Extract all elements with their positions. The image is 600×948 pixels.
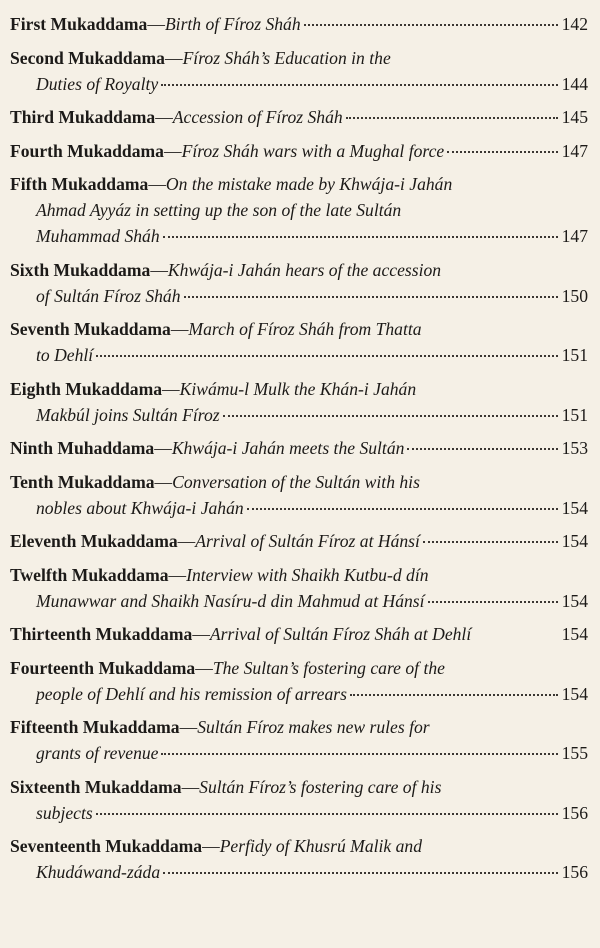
entry-description: Ahmad Ayyáz in setting up the son of the late Sultán (36, 200, 402, 220)
entry-description: Sultán Fíroz makes new rules for (197, 717, 430, 737)
entry-description: Khwája-i Jahán hears of the accession (167, 259, 442, 280)
page-number: 142 (561, 14, 588, 34)
entry-description: Perfidy of Khusrú Malik and (219, 836, 422, 856)
toc-entry-line (10, 714, 588, 740)
em-dash: — (164, 47, 183, 68)
entry-description: Kiwámu-l Mulk the Khán-i Jahán (179, 378, 417, 399)
toc-entry (10, 171, 588, 249)
page-number: 144 (561, 73, 588, 94)
page-number: 154 (561, 531, 588, 551)
toc-entry-line (10, 681, 588, 707)
toc-entry-line (10, 800, 588, 826)
entry-heading: Ninth Muhaddama (10, 438, 155, 458)
dot-leader (350, 694, 558, 696)
page-number: 156 (561, 862, 588, 882)
entry-gap (10, 97, 588, 105)
em-dash: — (202, 836, 220, 856)
dot-leader (428, 601, 558, 603)
page-number: 147 (561, 140, 588, 161)
toc-entry (10, 562, 588, 614)
toc-entry-line (10, 104, 588, 130)
toc-entry (10, 138, 588, 164)
entry-gap (10, 309, 588, 317)
em-dash: — (170, 319, 189, 339)
em-dash: — (168, 564, 187, 585)
dot-leader (161, 753, 557, 755)
toc-entry (10, 376, 588, 428)
dot-leader (161, 84, 557, 86)
entry-heading: Twelfth Mukaddama (10, 564, 169, 585)
entry-gap (10, 164, 588, 172)
entry-description: Accession of Fíroz Sháh (172, 107, 343, 127)
entry-description: Fíroz Sháh’s Education in the (182, 47, 391, 68)
toc-entry-line (10, 376, 588, 402)
toc-entry (10, 469, 588, 521)
dot-leader (223, 415, 558, 417)
entry-heading: Eleventh Mukaddama (10, 531, 178, 551)
entry-heading: First Mukaddama (10, 14, 148, 34)
entry-gap (10, 766, 588, 774)
page-number: 155 (561, 743, 588, 763)
toc-entry (10, 774, 588, 826)
toc-entry-line (10, 588, 588, 614)
dot-leader (247, 508, 558, 510)
entry-heading: Eighth Mukaddama (10, 378, 163, 399)
entry-description: Arrival of Sultán Fíroz Sháh at Dehlí (209, 624, 472, 644)
toc-entry (10, 528, 588, 554)
entry-heading: Sixth Mukaddama (10, 259, 151, 280)
entry-description: nobles about Khwája-i Jahán (36, 497, 244, 518)
entry-description: March of Fíroz Sháh from Thatta (188, 319, 422, 339)
entry-description: Muhammad Sháh (36, 226, 160, 246)
toc-entry-line (10, 562, 588, 588)
entry-gap (10, 614, 588, 622)
entry-gap (10, 826, 588, 834)
entry-gap (10, 249, 588, 257)
toc-entry (10, 45, 588, 97)
entry-heading: Fifteenth Mukaddama (10, 717, 180, 737)
em-dash: — (163, 140, 182, 161)
toc-entry-line (10, 316, 588, 342)
dot-leader (163, 872, 557, 874)
entry-heading: Second Mukaddama (10, 47, 165, 68)
entry-heading: Seventeenth Mukaddama (10, 836, 203, 856)
entry-description: The Sultan’s fostering care of the (212, 657, 445, 678)
toc-entry-line (10, 342, 588, 368)
toc-entry (10, 257, 588, 309)
toc-entry-line (10, 197, 588, 223)
entry-heading: Tenth Mukaddama (10, 471, 155, 492)
toc-entry (10, 655, 588, 707)
entry-description: Conversation of the Sultán with his (172, 471, 420, 492)
entry-description: of Sultán Fíroz Sháh (36, 285, 181, 306)
entry-description: Arrival of Sultán Fíroz at Hánsí (195, 531, 420, 551)
em-dash: — (179, 717, 198, 737)
entry-heading: Fourth Mukaddama (10, 140, 164, 161)
toc-entry-line (10, 774, 588, 800)
em-dash: — (162, 378, 180, 399)
dot-leader (304, 24, 558, 26)
toc-entry-line (10, 11, 588, 37)
toc-entry-line (10, 171, 588, 197)
toc-entry (10, 435, 588, 461)
entry-description: Makbúl joins Sultán Fíroz (36, 404, 220, 425)
dot-leader (184, 296, 558, 298)
toc-entry-line (10, 45, 588, 71)
em-dash: — (195, 657, 213, 678)
entry-description: subjects (36, 802, 93, 823)
toc-entry-line (10, 71, 588, 97)
page-number: 147 (561, 226, 588, 246)
page-number: 154 (561, 590, 588, 611)
em-dash: — (181, 776, 200, 797)
toc-entry-line (10, 740, 588, 766)
entry-description: Khwája-i Jahán meets the Sultán (171, 438, 405, 458)
toc-entry (10, 316, 588, 368)
page-number: 153 (561, 438, 588, 458)
toc-entry-line (10, 655, 588, 681)
toc-entry-line (10, 528, 588, 554)
toc-entry-line (10, 859, 588, 885)
dot-leader (346, 117, 558, 119)
page-number: 154 (561, 683, 588, 704)
entry-gap (10, 647, 588, 655)
em-dash: — (154, 438, 172, 458)
entry-description: Interview with Shaikh Kutbu-d dín (186, 564, 429, 585)
em-dash: — (155, 107, 173, 127)
toc-entry-line (10, 469, 588, 495)
entry-heading: Fourteenth Mukaddama (10, 657, 196, 678)
page-number: 156 (561, 802, 588, 823)
entry-gap (10, 461, 588, 469)
toc-entry-line (10, 621, 588, 647)
toc-entry-line (10, 138, 588, 164)
dot-leader (96, 355, 557, 357)
entry-description: Fíroz Sháh wars with a Mughal force (181, 140, 445, 161)
toc-entry (10, 11, 588, 37)
entry-gap (10, 521, 588, 529)
toc-entry-line (10, 223, 588, 249)
entry-gap (10, 37, 588, 45)
entry-heading: Seventh Mukaddama (10, 319, 171, 339)
em-dash: — (192, 624, 210, 644)
em-dash: — (148, 174, 166, 194)
toc-entry-line (10, 435, 588, 461)
toc-entry-line (10, 833, 588, 859)
entry-description: to Dehlí (36, 345, 94, 365)
dot-leader (447, 151, 557, 153)
entry-heading: Sixteenth Mukaddama (10, 776, 182, 797)
toc-entry-line (10, 402, 588, 428)
entry-gap (10, 368, 588, 376)
entry-heading: Third Mukaddama (10, 107, 156, 127)
dot-leader (163, 236, 558, 238)
entry-description: Munawwar and Shaikh Nasíru-d din Mahmud at Hánsí (36, 590, 425, 611)
em-dash: — (177, 531, 196, 551)
dot-leader (423, 541, 558, 543)
toc-entry-line (10, 257, 588, 283)
entry-description: Sultán Fíroz’s fostering care of his (199, 776, 442, 797)
toc-entry (10, 621, 588, 647)
entry-description: On the mistake made by Khwája-i Jahán (165, 174, 453, 194)
toc-entry (10, 714, 588, 766)
em-dash: — (150, 259, 168, 280)
entry-description: Birth of Fíroz Sháh (164, 14, 301, 34)
page-number: 154 (561, 497, 588, 518)
em-dash: — (154, 471, 173, 492)
entry-gap (10, 554, 588, 562)
page-number: 154 (561, 624, 588, 644)
toc-entry-line (10, 495, 588, 521)
entry-gap (10, 428, 588, 436)
toc-entry (10, 833, 588, 885)
dot-leader (96, 813, 558, 815)
page-number: 151 (561, 404, 588, 425)
entry-description: people of Dehlí and his remission of arrears (36, 683, 347, 704)
toc-entry-line (10, 283, 588, 309)
entry-description: Khudáwand-záda (36, 862, 161, 882)
page-number: 145 (561, 107, 588, 127)
entry-heading: Thirteenth Mukaddama (10, 624, 193, 644)
toc-entry (10, 104, 588, 130)
entry-heading: Fifth Mukaddama (10, 174, 149, 194)
entry-description: Duties of Royalty (36, 73, 159, 94)
page-number: 150 (561, 285, 588, 306)
entry-description: grants of revenue (36, 743, 159, 763)
em-dash: — (147, 14, 165, 34)
dot-leader (407, 448, 557, 450)
entry-gap (10, 130, 588, 138)
page-number: 151 (561, 345, 588, 365)
entry-gap (10, 707, 588, 715)
